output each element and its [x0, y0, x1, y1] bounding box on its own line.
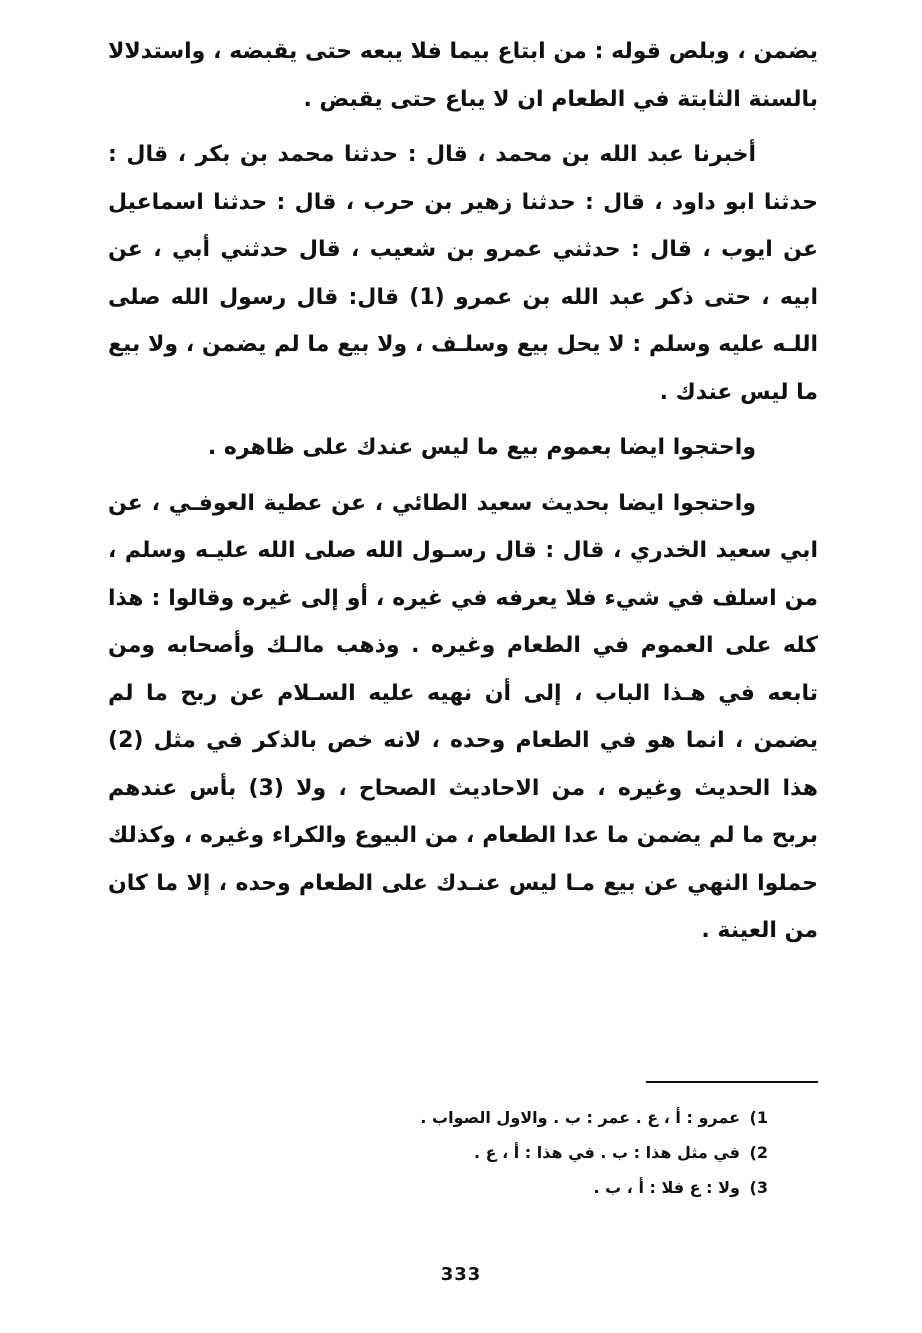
footnotes — [300, 1100, 768, 1205]
footnote-number: 2) — [749, 1143, 768, 1162]
paragraph-1: يضمن ، وبلص قوله : من ابتاع بيما فلا يبعه حتى يقبضه ، واستدلالا بالسنة الثابتة في الطعام ان لا يباع حتى يقبض . — [108, 39, 818, 112]
footnote-2 — [300, 1135, 768, 1170]
paragraph-3: واحتجوا ايضا بعموم بيع ما ليس عندك على ظاهره . — [207, 435, 756, 460]
paragraph-2: أخبرنا عبد الله بن محمد ، قال : حدثنا محمد بن بكر ، قال : حدثنا ابو داود ، قال : حدثنا زهير بن حرب ، قال : حدثنا اسماعيل عن ايوب ، قال : حدثني عمرو بن شعيب ، قال حدثني أبي ، عن ابيه ، حتى ذكر عبد الله بن عمرو (1) قال: قال رسول الله صلى اللـه عليه وسلم : لا يحل بيع وسلـف ، ولا بيع ما لم يضمن ، ولا بيع ما ليس عندك . — [108, 142, 818, 405]
footnote-1 — [300, 1100, 768, 1135]
footnote-3 — [300, 1170, 768, 1205]
footnote-text: عمرو : أ ، ع . عمر : ب . والاول الصواب . — [420, 1108, 740, 1127]
footnote-text: ولا : ع فلا : أ ، ب . — [593, 1178, 740, 1197]
footnote-text: في مثل هذا : ب . في هذا : أ ، ع . — [473, 1143, 740, 1162]
page-number: 333 — [440, 1264, 482, 1285]
body-text — [108, 28, 818, 955]
paragraph-4: واحتجوا ايضا بحديث سعيد الطائي ، عن عطية العوفـي ، عن ابي سعيد الخدري ، قال : قال رسـول الله صلى الله عليـه وسلم ، من اسلف في شيء فلا يعرفه في غيره ، أو إلى غيره وقالوا : هذا كله على العموم في الطعام وغيره . وذهب مالـك وأصحابه ومن تابعه في هـذا الباب ، إلى أن نهيه عليه السـلام عن ربح ما لم يضمن ، انما هو في الطعام وحده ، لانه خص بالذكر في مثل (2) هذا الحديث وغيره ، من الاحاديث الصحاح ، ولا (3) بأس عندهم بربح ما لم يضمن ما عدا الطعام ، من البيوع والكراء وغيره ، وكذلك حملوا النهي عن بيع مـا ليس عنـدك على الطعام وحده ، إلا ما كان من العينة . — [108, 490, 818, 943]
footnote-number: 1) — [749, 1108, 768, 1127]
footnote-number: 3) — [749, 1178, 768, 1197]
footnote-divider — [646, 1081, 818, 1083]
